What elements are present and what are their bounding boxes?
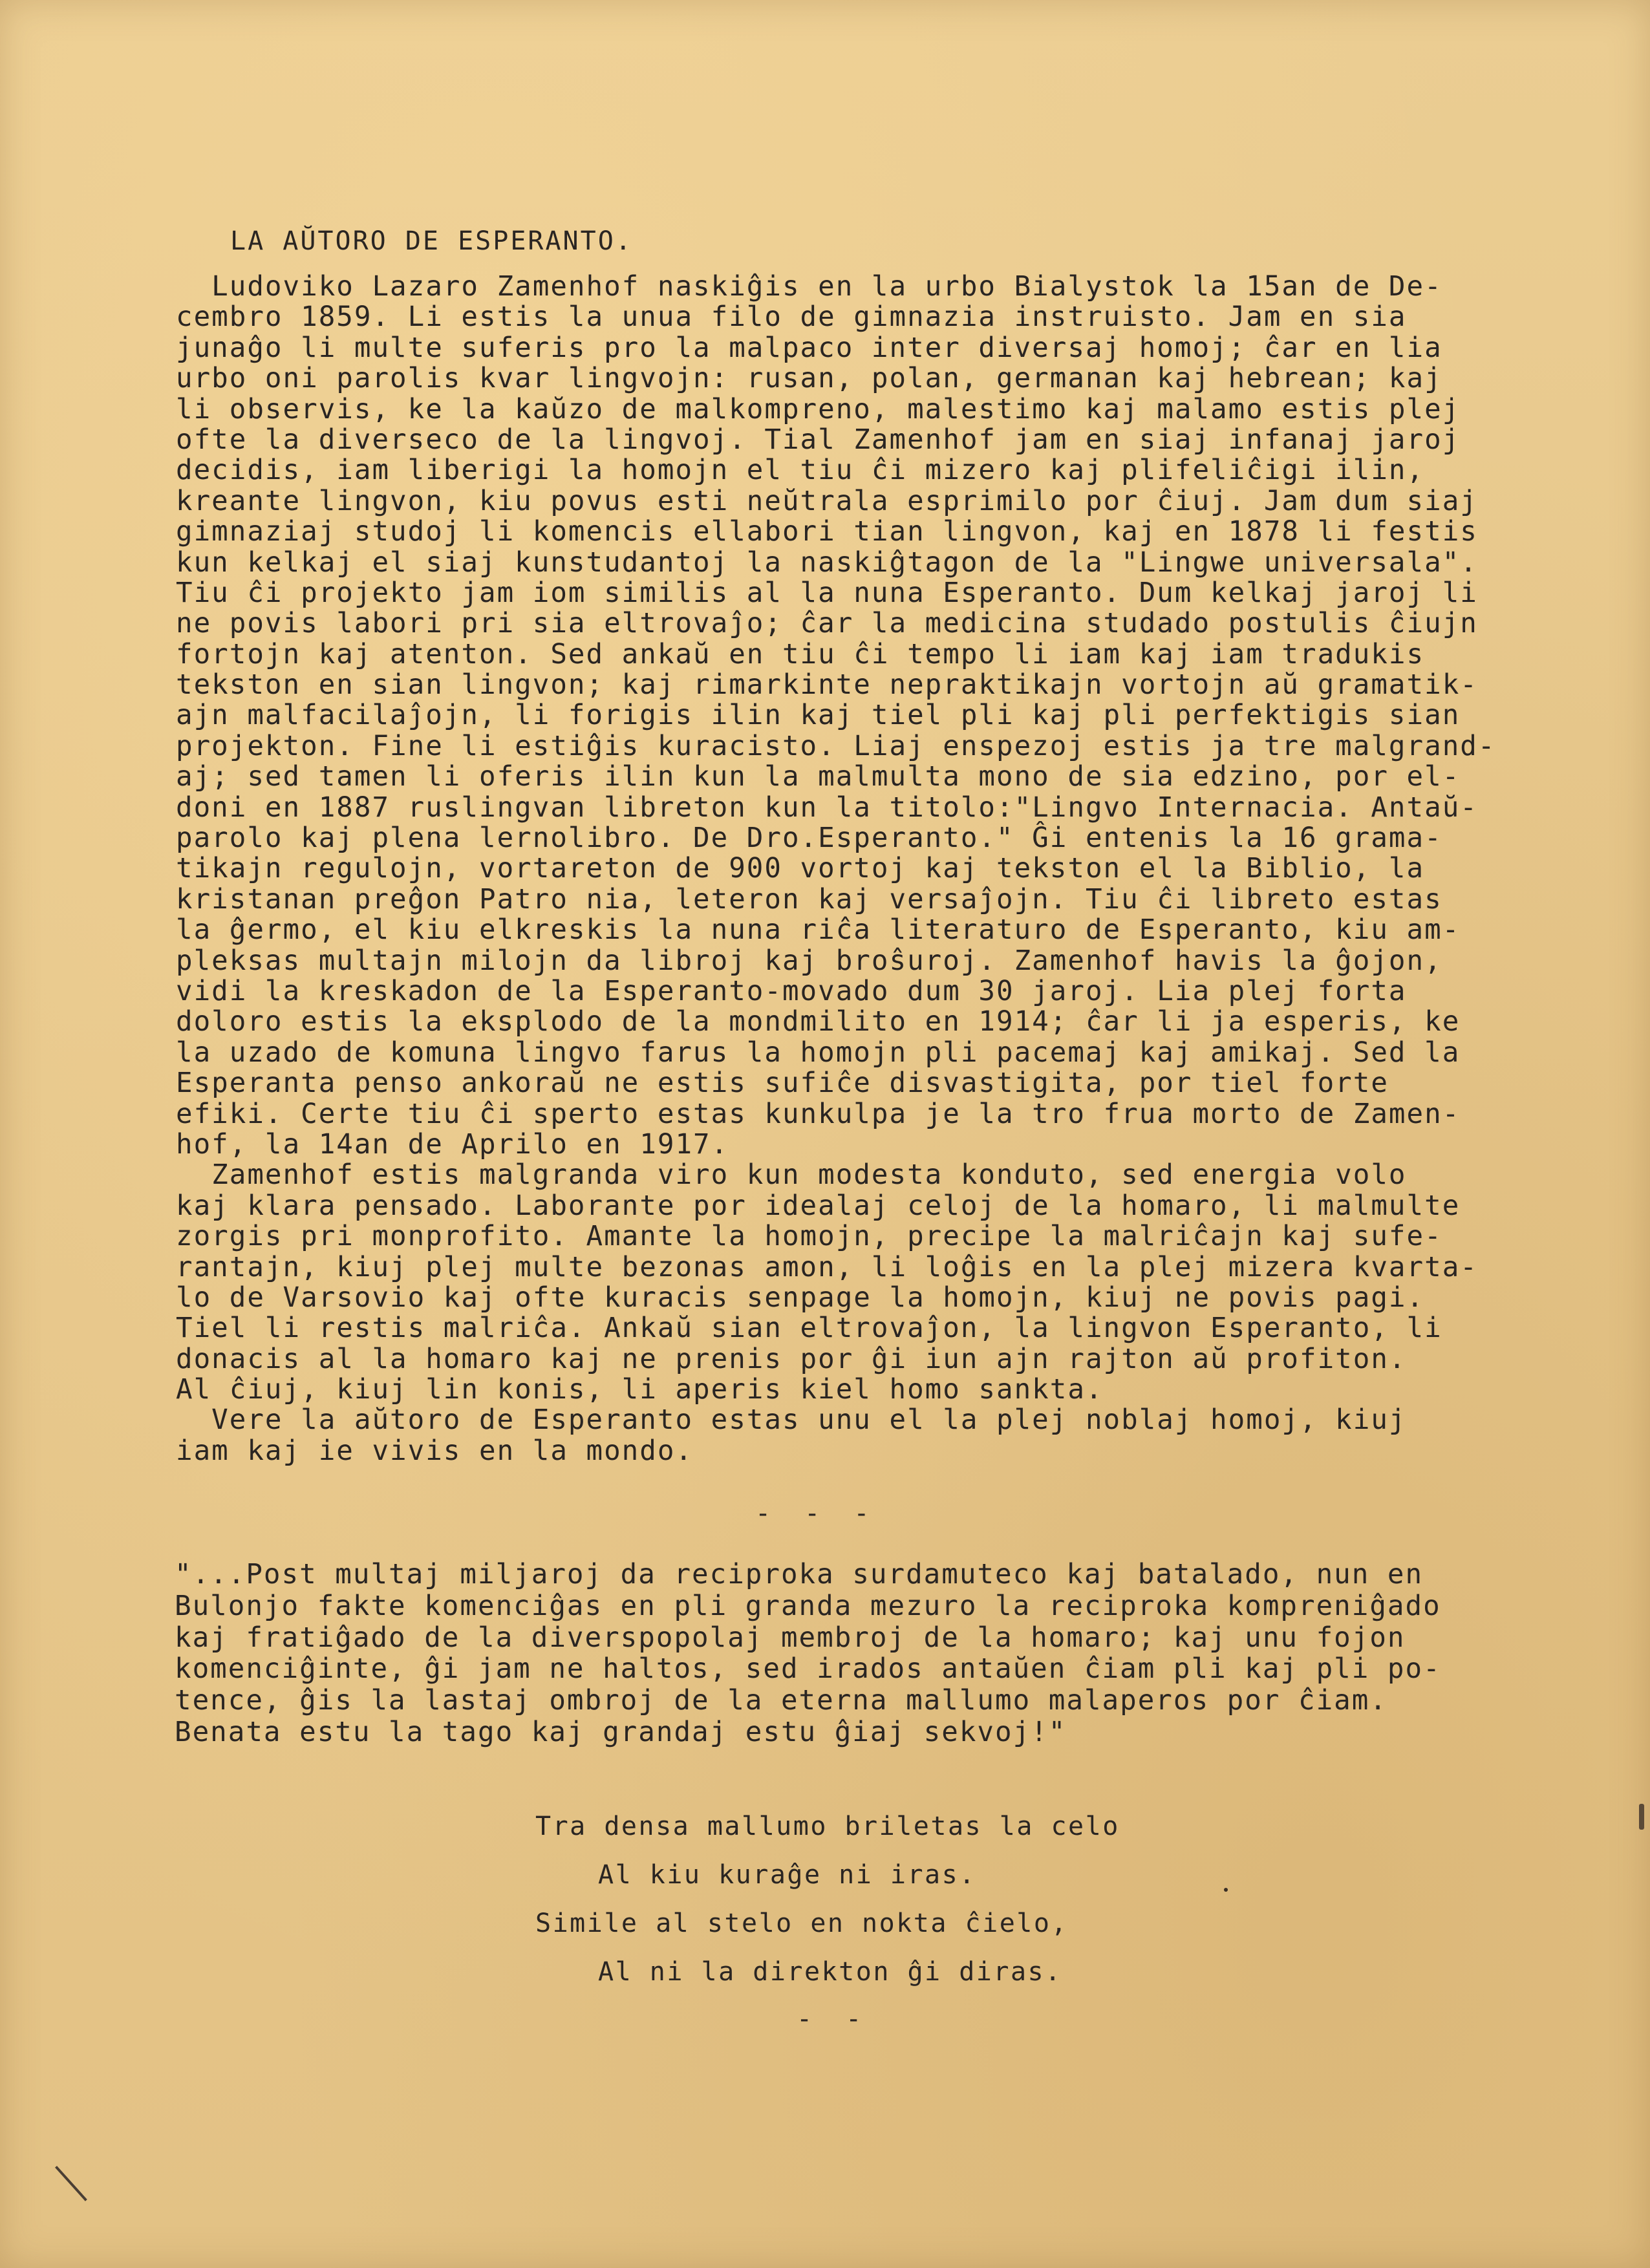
body-line: doloro estis la eksplodo de la mondmilito en 1914; ĉar li ja esperis, ke	[176, 1006, 1461, 1038]
body-line: vidi la kreskadon de la Esperanto-movado dum 30 jaroj. Lia plej forta	[176, 975, 1407, 1007]
body-line: li observis, ke la kaŭzo de malkompreno, malestimo kaj malamo estis plej	[176, 393, 1461, 425]
body-text	[176, 272, 1585, 1466]
body-line: Tiel li restis malriĉa. Ankaŭ sian eltrovaĵon, la lingvon Esperanto, li	[176, 1312, 1442, 1345]
corner-scratch	[55, 2166, 87, 2201]
body-line: donacis al la homaro kaj ne prenis por ĝi iun ajn rajton aŭ profiton.	[176, 1343, 1407, 1375]
body-line: gimnaziaj studoj li komencis ellabori tian lingvon, kaj en 1878 li festis	[176, 516, 1478, 548]
body-line: ajn malfacilaĵojn, li forigis ilin kaj tiel pli kaj pli perfektigis sian	[176, 700, 1461, 732]
separator: - - -	[755, 1499, 879, 1528]
poem-line-1: Tra densa mallumo briletas la celo	[535, 1812, 1120, 1841]
body-line: pleksas multajn milojn da libroj kaj broŝuroj. Zamenhof havis la ĝojon,	[176, 945, 1442, 977]
body-line: la ĝermo, el kiu elkreskis la nuna riĉa literaturo de Esperanto, kiu am-	[176, 914, 1461, 947]
body-line: kaj klara pensado. Laborante por idealaj celoj de la homaro, li malmulte	[176, 1190, 1461, 1222]
body-line: aj; sed tamen li oferis ilin kun la malmulta mono de sia edzino, por el-	[176, 761, 1461, 793]
body-line: ne povis labori pri sia eltrovaĵo; ĉar la medicina studado postulis ĉiujn	[176, 608, 1478, 640]
body-line: la uzado de komuna lingvo farus la homojn pli pacemaj kaj amikaj. Sed la	[176, 1036, 1461, 1069]
poem-line-3: Simile al stelo en nokta ĉielo,	[535, 1909, 1069, 1938]
body-line: efiki. Certe tiu ĉi sperto estas kunkulpa je la tro frua morto de Zamen-	[176, 1098, 1461, 1130]
body-line: iam kaj ie vivis en la mondo.	[176, 1435, 694, 1467]
body-line: parolo kaj plena lernolibro. De Dro.Esperanto." Ĝi entenis la 16 grama-	[176, 822, 1442, 855]
body-line: kristanan preĝon Patro nia, leteron kaj versaĵojn. Tiu ĉi libreto estas	[176, 883, 1442, 915]
body-line: zorgis pri monprofito. Amante la homojn, precipe la malriĉajn kaj sufe-	[176, 1221, 1442, 1253]
body-line: kreante lingvon, kiu povus esti neŭtrala esprimilo por ĉiuj. Jam dum siaj	[176, 485, 1478, 517]
body-line: tikajn regulojn, vortareton de 900 vortoj kaj tekston el la Biblio, la	[176, 853, 1425, 885]
poem-line-4: Al ni la direkton ĝi diras.	[598, 1957, 1062, 1987]
quote-line: komenciĝinte, ĝi jam ne haltos, sed irados antaŭen ĉiam pli kaj pli po-	[175, 1653, 1441, 1685]
body-line: projekton. Fine li estiĝis kuracisto. Liaj enspezoj estis ja tre malgrand-	[176, 730, 1496, 762]
quote-line: Benata estu la tago kaj grandaj estu ĝiaj sekvoj!"	[175, 1716, 1067, 1748]
body-line: Zamenhof estis malgranda viro kun modesta konduto, sed energia volo	[176, 1159, 1407, 1192]
body-line: urbo oni parolis kvar lingvojn: rusan, polan, germanan kaj hebrean; kaj	[176, 363, 1442, 395]
ink-speck	[1224, 1888, 1228, 1892]
page-title: LA AŬTORO DE ESPERANTO.	[230, 226, 633, 256]
body-line: junaĝo li multe suferis pro la malpaco inter diversaj homoj; ĉar en lia	[176, 332, 1442, 364]
body-line: ofte la diverseco de la lingvoj. Tial Zamenhof jam en siaj infanaj jaroj	[176, 423, 1461, 456]
edge-mark	[1639, 1804, 1644, 1830]
body-line: Vere la aŭtoro de Esperanto estas unu el la plej noblaj homoj, kiuj	[176, 1404, 1407, 1437]
body-line: Al ĉiuj, kiuj lin konis, li aperis kiel homo sankta.	[176, 1374, 1104, 1406]
body-line: cembro 1859. Li estis la unua filo de gimnazia instruisto. Jam en sia	[176, 301, 1407, 334]
body-line: Tiu ĉi projekto jam iom similis al la nuna Esperanto. Dum kelkaj jaroj li	[176, 577, 1478, 609]
body-line: hof, la 14an de Aprilo en 1917.	[176, 1128, 729, 1161]
body-line: kun kelkaj el siaj kunstudantoj la naskiĝtagon de la "Lingwe universala".	[176, 546, 1478, 579]
separator-end: - -	[797, 2004, 871, 2034]
body-line: tekston en sian lingvon; kaj rimarkinte nepraktikajn vortojn aŭ gramatik-	[176, 669, 1478, 701]
poem-line-2: Al kiu kuraĝe ni iras.	[598, 1860, 976, 1890]
quote-line: tence, ĝis la lastaj ombroj de la eterna mallumo malaperos por ĉiam.	[175, 1685, 1388, 1717]
quote-line: "...Post multaj miljaroj da reciproka surdamuteco kaj batalado, nun en	[175, 1559, 1424, 1590]
body-line: fortojn kaj atenton. Sed ankaŭ en tiu ĉi tempo li iam kaj iam tradukis	[176, 638, 1425, 670]
quote-line: kaj fratiĝado de la diverspopolaj membroj de la homaro; kaj unu fojon	[175, 1621, 1406, 1654]
body-line: Esperanta penso ankoraŭ ne estis sufiĉe disvastigita, por tiel forte	[176, 1067, 1389, 1100]
body-line: doni en 1887 ruslingvan libreton kun la titolo:"Lingvo Internacia. Antaŭ-	[176, 791, 1478, 824]
quote-line: Bulonjo fakte komenciĝas en pli granda mezuro la reciproka kompreniĝado	[175, 1590, 1441, 1622]
body-line: decidis, iam liberigi la homojn el tiu ĉi mizero kaj plifeliĉigi ilin,	[176, 455, 1425, 487]
body-line: Ludoviko Lazaro Zamenhof naskiĝis en la urbo Bialystok la 15an de De-	[176, 271, 1442, 303]
body-line: lo de Varsovio kaj ofte kuracis senpage la homojn, kiuj ne povis pagi.	[176, 1281, 1425, 1314]
quote-block	[175, 1559, 1597, 1749]
body-line: rantajn, kiuj plej multe bezonas amon, li loĝis en la plej mizera kvarta-	[176, 1251, 1478, 1283]
